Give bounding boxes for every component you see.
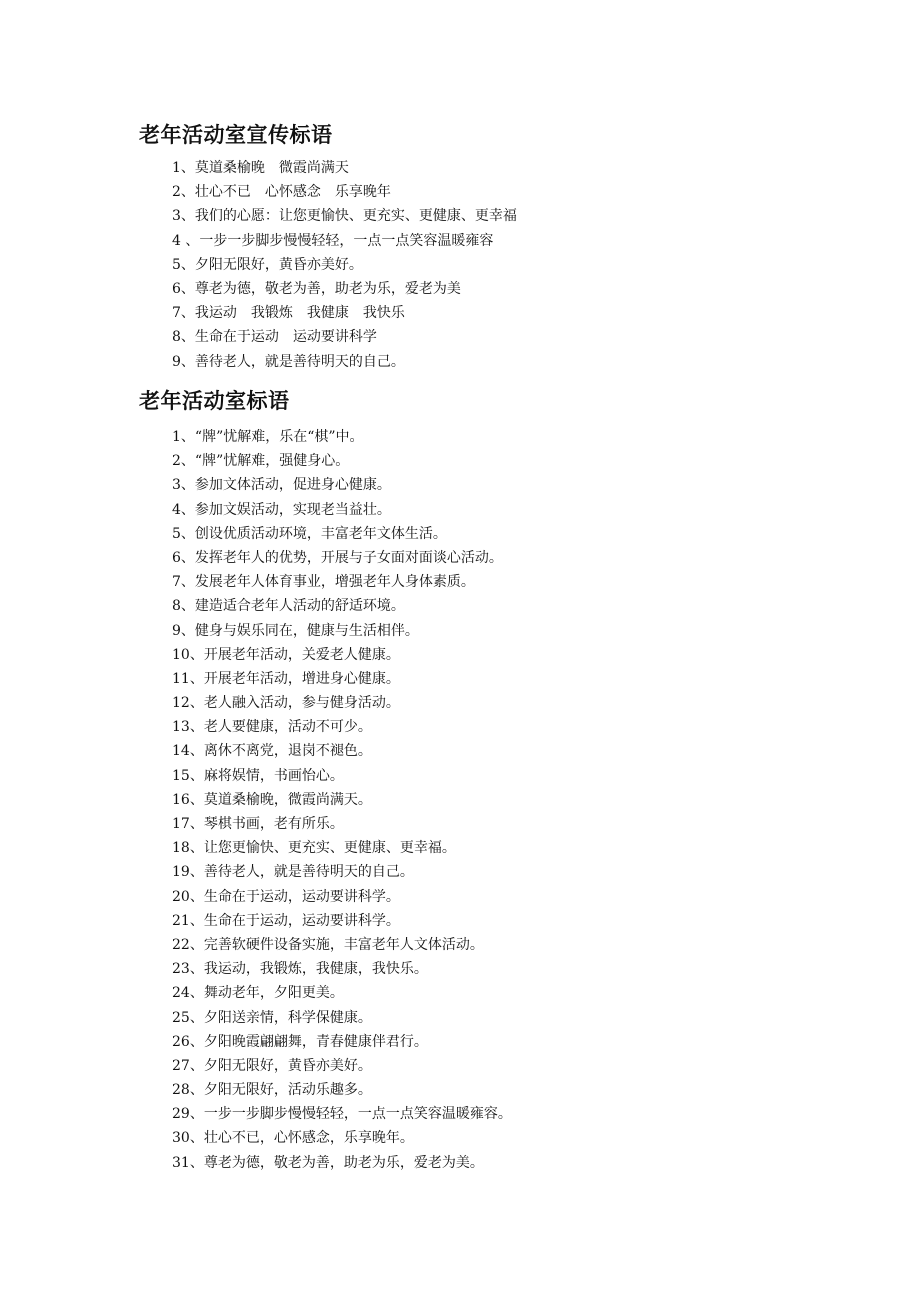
list-item: 31、尊老为德，敬老为善，助老为乐，爱老为美。 <box>172 1154 484 1171</box>
list-item: 3、参加文体活动，促进身心健康。 <box>172 477 391 494</box>
list-item: 17、琴棋书画，老有所乐。 <box>172 816 344 832</box>
list-item: 2、壮心不已 心怀感念 乐享晚年 <box>172 184 391 201</box>
list-item: 5、夕阳无限好，黄昏亦美好。 <box>172 256 363 273</box>
list-item: 4、参加文娱活动，实现老当益壮。 <box>172 501 391 518</box>
list-item: 20、生命在于运动，运动要讲科学。 <box>172 888 400 905</box>
list-item: 7、发展老年人体育事业，增强老年人身体素质。 <box>172 574 475 591</box>
list-item: 1、“牌”忧解难，乐在“棋”中。 <box>172 429 364 445</box>
slogan-list <box>0 156 920 374</box>
section-promotional-slogans <box>0 118 920 374</box>
list-item: 11、开展老年活动，增进身心健康。 <box>172 670 400 687</box>
list-item: 6、发挥老年人的优势，开展与子女面对面谈心活动。 <box>172 549 503 566</box>
list-item: 4 、一步一步脚步慢慢轻轻，一点一点笑容温暖雍容 <box>172 232 494 249</box>
list-item: 21、生命在于运动，运动要讲科学。 <box>172 912 400 929</box>
list-item: 23、我运动，我锻炼，我健康，我快乐。 <box>172 961 428 978</box>
list-item: 15、麻将娱情，书画怡心。 <box>172 767 344 784</box>
list-item: 18、让您更愉快、更充实、更健康、更幸福。 <box>172 840 456 857</box>
section-heading: 老年活动室标语 <box>139 388 290 413</box>
list-item: 2、“牌”忧解难，强健身心。 <box>172 453 350 470</box>
list-item: 10、开展老年活动，关爱老人健康。 <box>172 646 400 663</box>
list-item: 28、夕阳无限好，活动乐趣多。 <box>172 1082 372 1099</box>
section-heading: 老年活动室宣传标语 <box>139 122 333 147</box>
list-item: 19、善待老人，就是善待明天的自己。 <box>172 864 414 881</box>
list-item: 5、创设优质活动环境，丰富老年文体生活。 <box>172 525 447 542</box>
list-item: 3、我们的心愿：让您更愉快、更充实、更健康、更幸福 <box>172 208 517 225</box>
list-item: 26、夕阳晚霞翩翩舞，青春健康伴君行。 <box>172 1033 428 1050</box>
list-item: 13、老人要健康，活动不可少。 <box>172 719 372 736</box>
list-item: 25、夕阳送亲情，科学保健康。 <box>172 1009 372 1026</box>
list-item: 27、夕阳无限好，黄昏亦美好。 <box>172 1057 372 1074</box>
section-activity-room-slogans <box>0 384 920 1175</box>
list-item: 16、莫道桑榆晚，微霞尚满天。 <box>172 791 372 808</box>
list-item: 8、生命在于运动 运动要讲科学 <box>172 329 377 346</box>
list-item: 8、建造适合老年人活动的舒适环境。 <box>172 598 405 615</box>
list-item: 9、健身与娱乐同在，健康与生活相伴。 <box>172 622 419 639</box>
list-item: 14、离休不离党，退岗不褪色。 <box>172 743 372 760</box>
list-item: 29、一步一步脚步慢慢轻轻，一点一点笑容温暖雍容。 <box>172 1106 512 1123</box>
list-item: 9、善待老人，就是善待明天的自己。 <box>172 353 405 370</box>
slogan-list <box>0 425 920 1175</box>
list-item: 1、莫道桑榆晚 微霞尚满天 <box>172 160 349 176</box>
list-item: 30、壮心不已，心怀感念，乐享晚年。 <box>172 1130 414 1147</box>
list-item: 7、我运动 我锻炼 我健康 我快乐 <box>172 305 405 322</box>
list-item: 24、舞动老年，夕阳更美。 <box>172 985 344 1002</box>
list-item: 22、完善软硬件设备实施，丰富老年人文体活动。 <box>172 936 484 953</box>
list-item: 6、尊老为德，敬老为善，助老为乐，爱老为美 <box>172 280 461 297</box>
list-item: 12、老人融入活动，参与健身活动。 <box>172 695 400 712</box>
